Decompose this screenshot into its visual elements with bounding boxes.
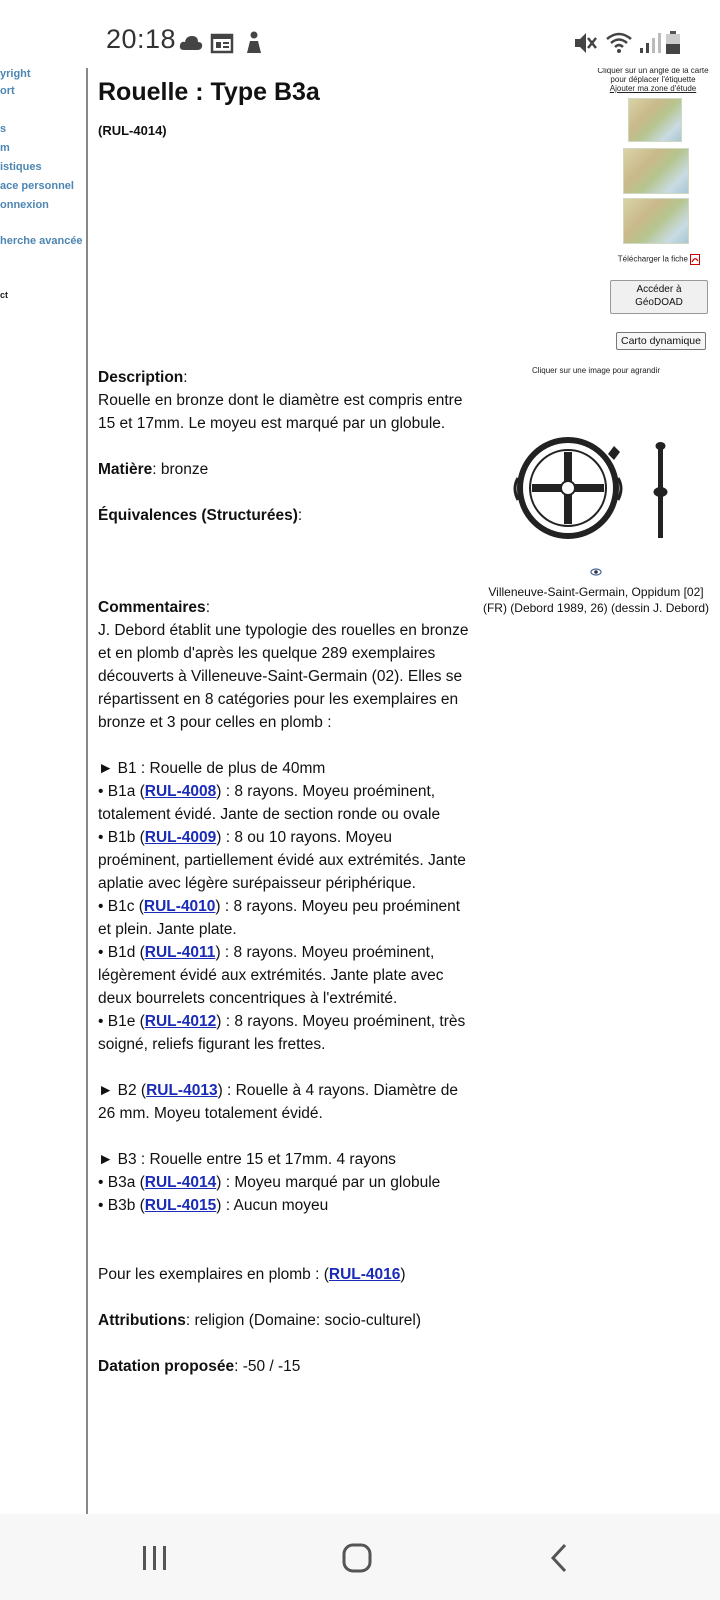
download-sheet-label: Télécharger la fiche [617,254,689,264]
description-text: Rouelle en bronze dont le diamètre est compris entre 15 et 17mm. Le moyeu est marqué par un globule. [98,392,463,432]
sidebar-link-m[interactable]: m [0,142,10,154]
sidebar-link-connexion[interactable]: onnexion [0,199,49,211]
description-block: Description: Rouelle en bronze dont le diamètre est compris entre 15 et 17mm. Le moyeu est marqué par un globule. Matière: bronze Équivalences (Structurées): Commentaires: J. Debord établit une typologie des rouelles en bronze et en plomb d'après les quelque 289 exemplaires découverts à Villeneuve-Saint-Germain (02). Elles se répartissent en 8 catégories pour les exemplaires en bronze et 3 pour celles en plomb : ► B1 : Rouelle de plus de 40mm • B1a (RUL-4008) : 8 rayons. Moyeu proéminent, totalement évidé. Jante de section ronde ou ovale • B1b (RUL-4009) : 8 ou 10 rayons. Moyeu proéminent, partiellement évidé aux extrémités. Jante aplatie avec légère surépaisseur périphérique. • B1c (RUL-4010) : 8 rayons. Moyeu peu proéminent et plein. Jante plate. • B1d (RUL-4011) : 8 rayons. Moyeu proéminent, légèrement évidé aux extrémités. Jante plate avec deux bourrelets concentriques à l'extrémité. • B1e (RUL-4012) : 8 rayons. Moyeu proéminent, très soigné, reliefs figurant les frettes. ► B2 (RUL-4013) : Rouelle à 4 rayons. Diamètre de 26 mm. Moyeu totalement évidé. ► B3 : Rouelle entre 15 et 17mm. 4 rayons • B3a (RUL-4014) : Moyeu marqué par un globule • B3b (RUL-4015) : Aucun moyeu Pour les exemplaires en plomb : (RUL-4016) Attributions: religion (Domaine: socio-culturel) Datation proposée: -50 / -15 [98,369,469,1375]
home-icon[interactable] [341,1542,373,1574]
mute-icon [572,30,598,56]
sidebar-link-espace-personnel[interactable]: ace personnel [0,180,74,192]
accessibility-icon [242,30,266,56]
type-b1d-item: • B1d (RUL-4011) : 8 rayons. Moyeu proéminent, légèrement évidé aux extrémités. Jante plate avec deux bourrelets concentriques à l'extrémité. [98,944,444,1007]
geodoad-button-line1: Accéder à [636,284,682,295]
image-caption: Villeneuve-Saint-Germain, Oppidum [02] (FR) (Debord 1989, 26) (dessin J. Debord) [482,585,710,615]
link-rul-4013[interactable]: RUL-4013 [146,1082,218,1099]
reference-code: (RUL-4014) [98,123,167,138]
status-bar [0,0,720,68]
type-b3-title: ► B3 : Rouelle entre 15 et 17mm. 4 rayons [98,1151,396,1168]
link-rul-4015[interactable]: RUL-4015 [144,1197,217,1214]
link-rul-4009[interactable]: RUL-4009 [144,829,217,846]
back-icon[interactable] [548,1542,570,1574]
pdf-icon [690,254,700,265]
link-rul-4012[interactable]: RUL-4012 [144,1013,217,1030]
sidebar-link-support[interactable]: ort [0,85,15,97]
map-thumbnail-france[interactable] [628,98,682,142]
map-hint-line1: Cliquer sur un angle de la carte [597,68,709,75]
wifi-icon [604,30,634,56]
sidebar [0,68,88,1514]
news-icon [210,30,234,56]
link-rul-4008[interactable]: RUL-4008 [144,783,217,800]
rouelle-drawing[interactable] [488,416,708,566]
eye-icon[interactable] [590,566,602,578]
status-time: 20:18 [106,24,177,54]
plomb-item: Pour les exemplaires en plomb : (RUL-4016) [98,1266,406,1283]
sidebar-link-contact[interactable]: ct [0,290,9,300]
equivalences-label: Équivalences (Structurées) [98,507,298,524]
cloud-icon [178,30,204,56]
battery-icon [664,30,682,56]
map-thumbnail-europe[interactable] [623,148,689,194]
navigation-bar [0,1514,720,1600]
description-label: Description [98,369,184,386]
map-hint-line2: pour déplacer l'étiquette [610,75,696,84]
commentaires-label: Commentaires [98,599,206,616]
type-b1-title: ► B1 : Rouelle de plus de 40mm [98,760,326,777]
sidebar-link-copyright[interactable]: yright [0,68,31,80]
type-b3a-item: • B3a (RUL-4014) : Moyeu marqué par un globule [98,1174,441,1191]
sidebar-link-statistiques[interactable]: istiques [0,161,42,173]
image-hint: Cliquer sur une image pour agrandir [531,366,661,375]
recent-apps-icon[interactable] [140,1544,170,1572]
matiere-value: : bronze [152,461,209,478]
map-thumbnail-europe-wide[interactable] [623,198,689,244]
link-rul-4011[interactable]: RUL-4011 [144,944,216,961]
carto-dynamique-button[interactable]: Carto dynamique [616,332,706,350]
main-content [98,68,718,1514]
map-hint [588,68,718,93]
type-b1e-item: • B1e (RUL-4012) : 8 rayons. Moyeu proéminent, très soigné, reliefs figurant les frettes. [98,1013,466,1053]
attributions-value: : religion (Domaine: socio-culturel) [185,1312,421,1329]
datation-label: Datation proposée [98,1358,235,1375]
type-b1c-item: • B1c (RUL-4010) : 8 rayons. Moyeu peu proéminent et plein. Jante plate. [98,898,461,938]
page-title: Rouelle : Type B3a [98,78,320,106]
type-b1a-item: • B1a (RUL-4008) : 8 rayons. Moyeu proéminent, totalement évidé. Jante de section ronde ou ovale [98,783,441,823]
type-b2-item: ► B2 (RUL-4013) : Rouelle à 4 rayons. Diamètre de 26 mm. Moyeu totalement évidé. [98,1082,458,1122]
geodoad-button-line2: GéoDOAD [635,297,683,308]
datation-value: : -50 / -15 [234,1358,301,1375]
link-rul-4016[interactable]: RUL-4016 [328,1266,401,1283]
signal-icon [638,30,662,56]
type-b3b-item: • B3b (RUL-4015) : Aucun moyeu [98,1197,329,1214]
link-rul-4014[interactable]: RUL-4014 [144,1174,217,1191]
commentaires-intro: J. Debord établit une typologie des rouelles en bronze et en plomb d'après les quelque 289 exemplaires découverts à Villeneuve-Saint-Germain (02). Elles se répartissent en 8 catégories pour les exemplaires en bronze et 3 pour celles en plomb : [98,622,469,731]
download-sheet[interactable] [604,254,714,265]
link-rul-4010[interactable]: RUL-4010 [143,898,216,915]
geodoad-button[interactable] [610,280,708,314]
matiere-label: Matière [98,461,153,478]
sidebar-link-recherche-avancee[interactable]: herche avancée [0,235,83,247]
attributions-label: Attributions [98,1312,186,1329]
sidebar-link-s[interactable]: s [0,123,7,135]
add-zone-link[interactable]: Ajouter ma zone d'étude [609,84,697,93]
type-b1b-item: • B1b (RUL-4009) : 8 ou 10 rayons. Moyeu proéminent, partiellement évidé aux extrémités. Jante aplatie avec légère surépaisseur périphérique. [98,829,466,892]
